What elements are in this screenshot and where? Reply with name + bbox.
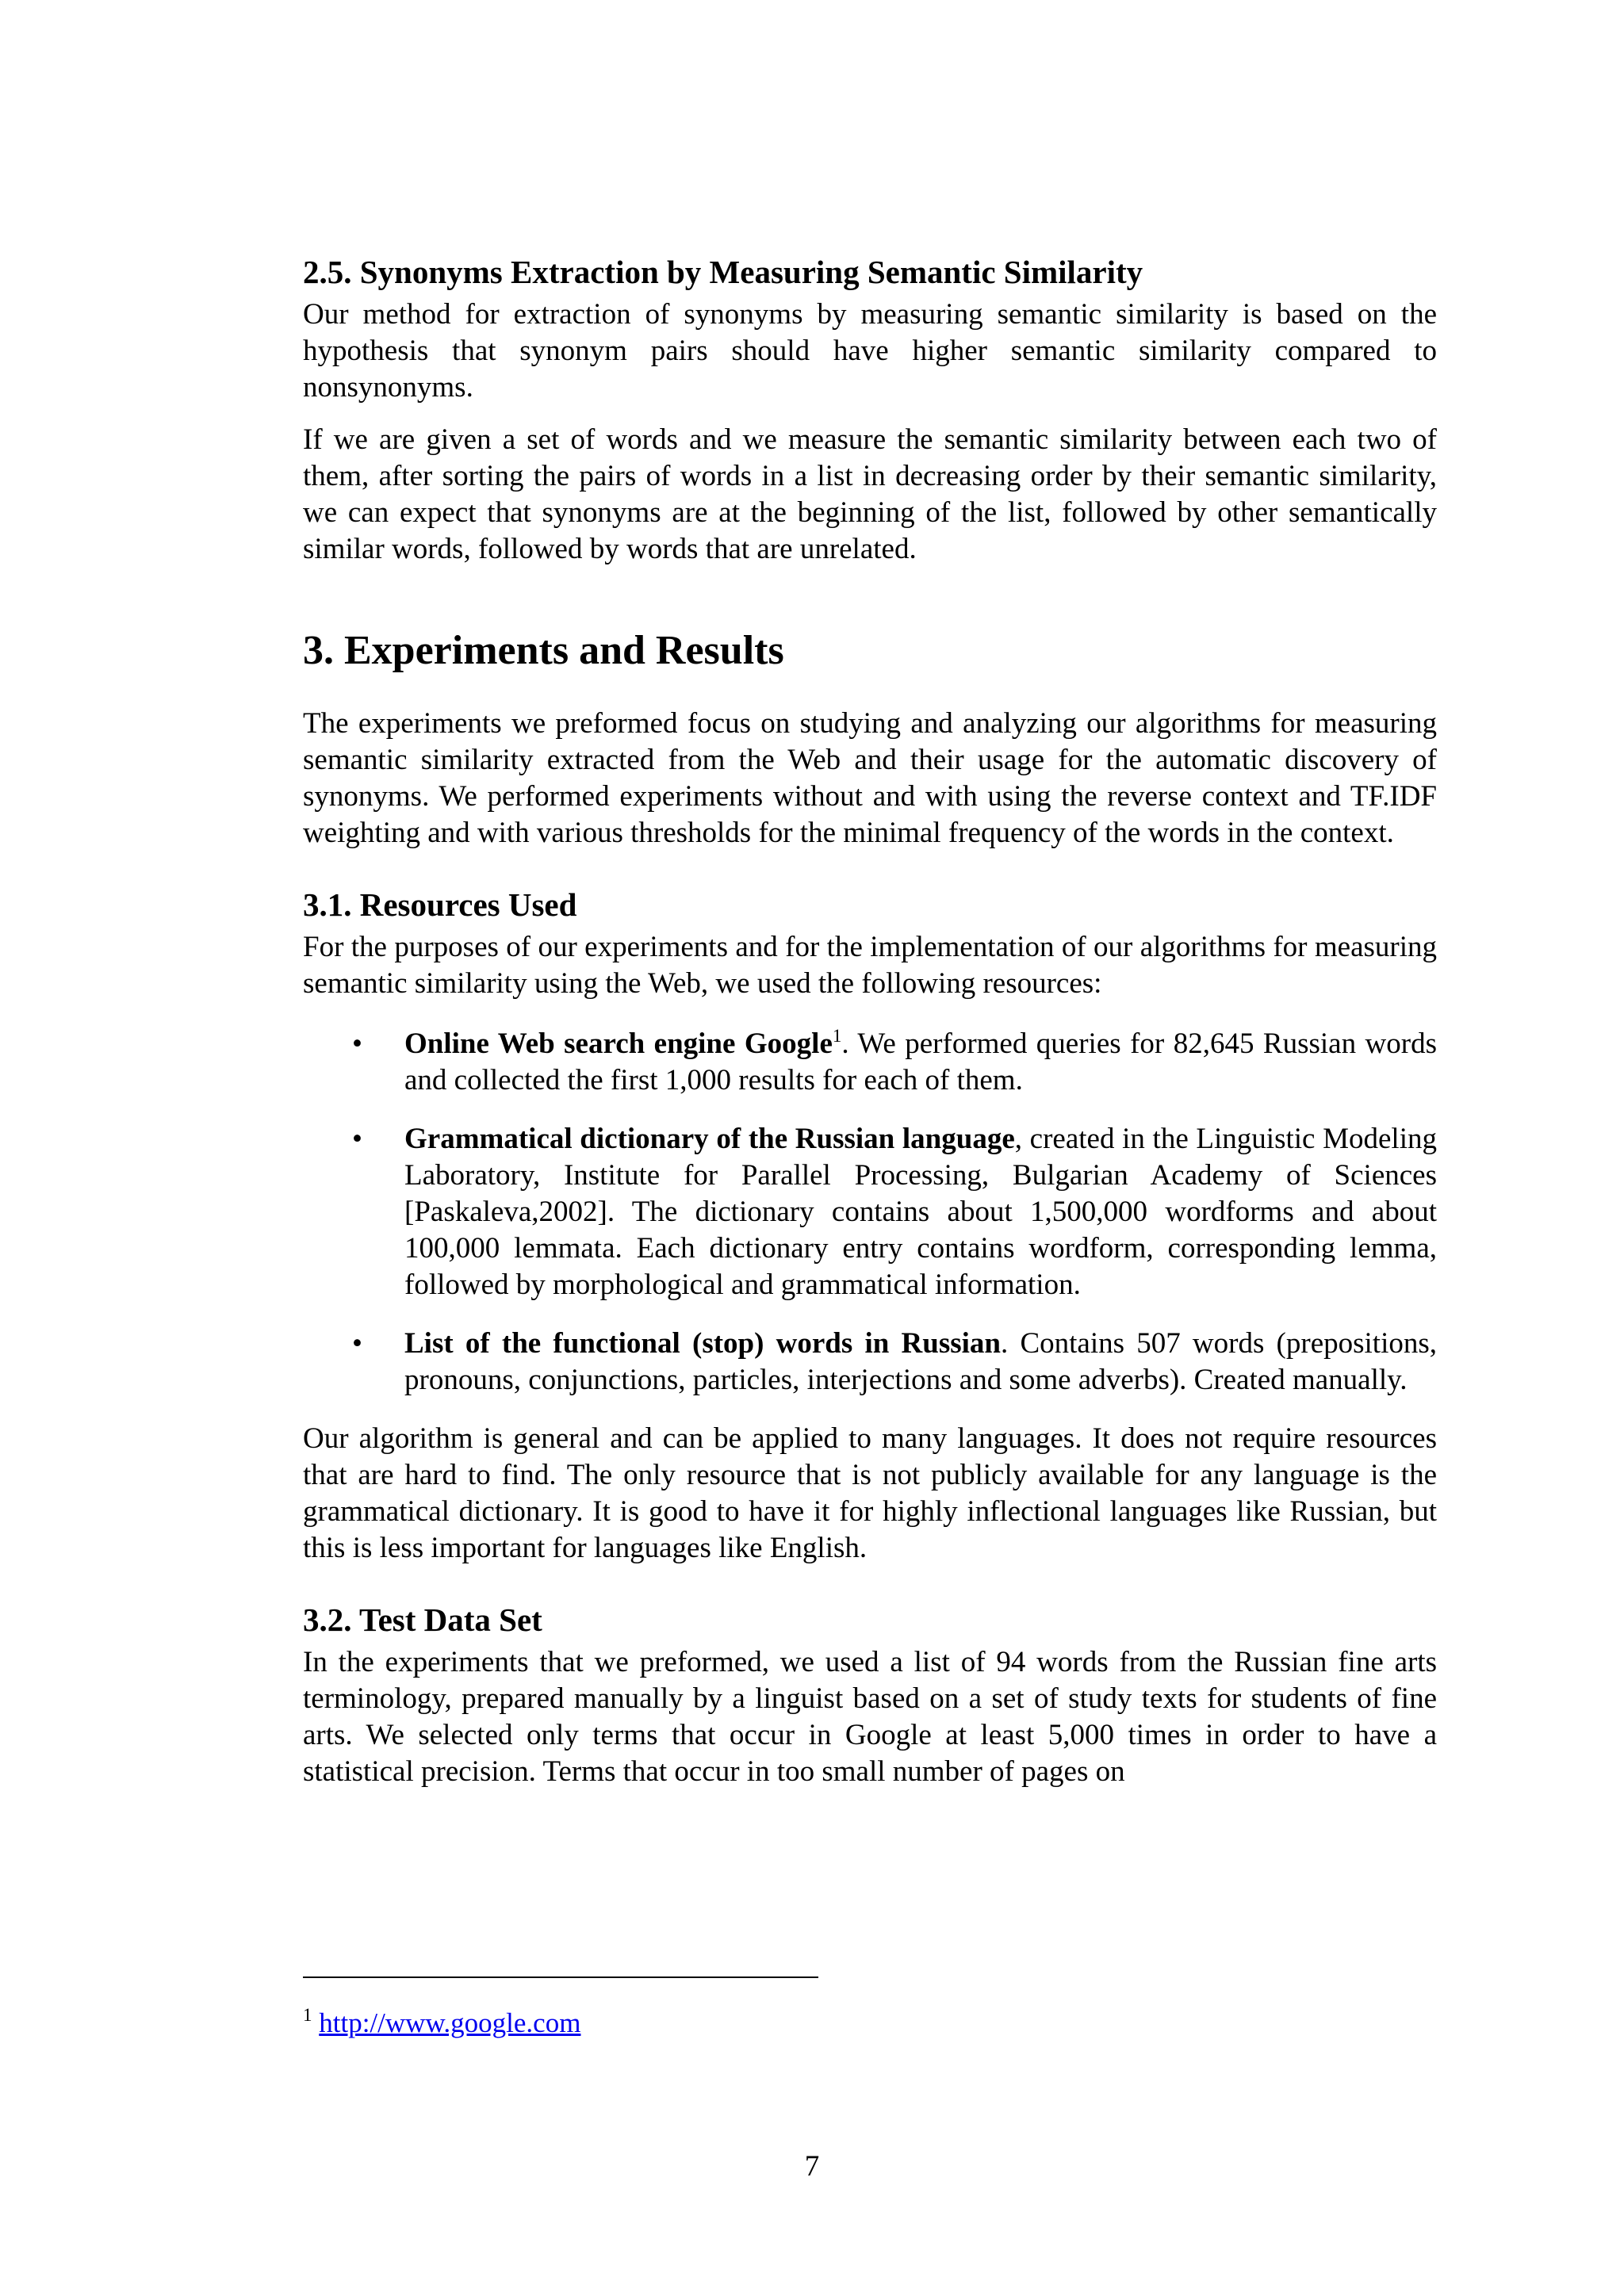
section-3-heading: 3. Experiments and Results [303,628,784,673]
resource-item-title: Grammatical dictionary of the Russian language [404,1123,1015,1155]
resource-item-grammatical-dictionary [303,1121,1437,1303]
section-3-1-heading: 3.1. Resources Used [303,886,577,923]
resource-item-stop-words [303,1326,1437,1399]
footnote-ref[interactable]: 1 [832,1026,842,1046]
section-3-1-intro: For the purposes of our experiments and for the implementation of our algorithms for measuring semantic similarity using the Web, we used the following resources: [303,931,1437,1000]
resource-item-title: Online Web search engine Google [404,1027,833,1060]
section-3-1-closing: Our algorithm is general and can be applied to many languages. It does not require resources that are hard to find. The only resource that is not publicly available for any language is the grammatical dictionary. It is good to have it for highly inflectional languages like Russian, but this is less important for languages like English. [303,1422,1437,1564]
footnote-link[interactable]: http://www.google.com [319,2007,581,2038]
resource-item-text: . Contains 507 words (prepositions, pronouns, conjunctions, particles, interjections and some adverbs). Created manually. [404,1327,1437,1396]
section-3-2-heading: 3.2. Test Data Set [303,1601,542,1638]
section-2-5-paragraph-1: Our method for extraction of synonyms by measuring semantic similarity is based on the hypothesis that synonym pairs should have higher semantic similarity compared to nonsynonyms. [303,298,1437,404]
footnote-divider [303,1976,818,1978]
resource-item-google [303,1026,1437,1099]
footnote [303,2006,580,2041]
resource-item-title: List of the functional (stop) words in Russian [404,1327,1001,1360]
bullet-icon: • [352,1327,362,1360]
section-3-2-paragraph: In the experiments that we preformed, we used a list of 94 words from the Russian fine arts terminology, prepared manually by a linguist based on a set of study texts for students of fine arts. We selected only terms that occur in Google at least 5,000 times in order to have a statistical precision. Terms that occur in too small number of pages on [303,1646,1437,1788]
page-number: 7 [804,2150,820,2183]
resource-item-text: , created in the Linguistic Modeling Laboratory, Institute for Parallel Processing, Bulgarian Academy of Sciences [Paskaleva,2002]. The dictionary contains about 1,500,000 wordforms and about 100,000 lemmata. Each dictionary entry contains wordform, corresponding lemma, followed by morphological and grammatical information. [404,1123,1437,1301]
resource-item-text: . We performed queries for 82,645 Russian words and collected the first 1,000 results for each of them. [404,1027,1437,1096]
section-3-paragraph: The experiments we preformed focus on studying and analyzing our algorithms for measuring semantic similarity extracted from the Web and their usage for the automatic discovery of synonyms. We performed experiments without and with using the reverse context and TF.IDF weighting and with various thresholds for the minimal frequency of the words in the context. [303,707,1437,849]
section-2-5-heading: 2.5. Synonyms Extraction by Measuring Semantic Similarity [303,254,1143,290]
section-2-5-paragraph-2: If we are given a set of words and we measure the semantic similarity between each two of them, after sorting the pairs of words in a list in decreasing order by their semantic similarity, we can expect that synonyms are at the beginning of the list, followed by other semantically similar words, followed by words that are unrelated. [303,423,1437,565]
resources-list [303,1026,1437,1399]
footnote-number: 1 [303,2005,312,2025]
bullet-icon: • [352,1027,362,1060]
bullet-icon: • [352,1123,362,1155]
paper-page [303,252,1437,1790]
